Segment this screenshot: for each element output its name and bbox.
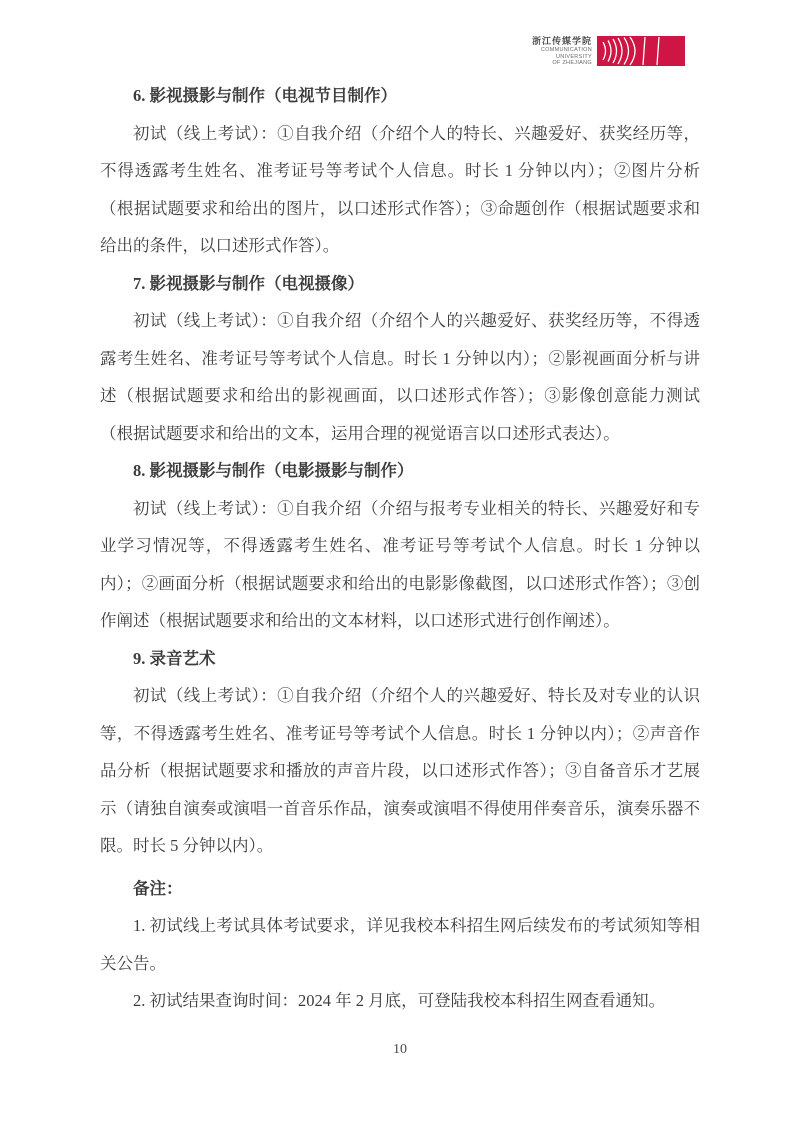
university-english-name-line3: OF ZHEJIANG [552, 60, 592, 66]
page-number: 10 [393, 1042, 407, 1057]
note-item-1: 1. 初试线上考试具体考试要求，详见我校本科招生网后续发布的考试须知等相关公告。 [100, 916, 700, 973]
section-9 [100, 640, 700, 865]
section-paragraph: 初试（线上考试）：①自我介绍（介绍个人的兴趣爱好、特长及对专业的认识等，不得透露考生姓名、准考证号等考试个人信息。时长 1 分钟以内）；②声音作品分析（根据试题要求和播放的声音片段，以口述形式作答）；③自备音乐才艺展示（请独自演奏或演唱一首音乐作品，演奏或演唱不得使用伴奏音乐，演奏乐器不限。时长 5 分钟以内）。 [100, 686, 700, 855]
notes-heading: 备注： [133, 878, 183, 898]
university-english-name-line2: UNIVERSITY [555, 53, 592, 60]
note-item-2: 2. 初试结果查询时间：2024 年 2 月底，可登陆我校本科招生网查看通知。 [133, 991, 666, 1010]
section-heading: 7. 影视摄影与制作（电视摄像） [133, 273, 364, 293]
section-paragraph: 初试（线上考试）：①自我介绍（介绍个人的特长、兴趣爱好、获奖经历等，不得透露考生姓名、准考证号等考试个人信息。时长 1 分钟以内）；②图片分析（根据试题要求和给出的图片，以口述形式作答）；③命题创作（根据试题要求和给出的条件，以口述形式作答）。 [100, 123, 700, 255]
section-heading: 6. 影视摄影与制作（电视节目制作） [133, 86, 397, 105]
section-heading: 8. 影视摄影与制作（电影摄影与制作） [133, 461, 414, 480]
document-body [100, 77, 700, 1020]
section-paragraph: 初试（线上考试）：①自我介绍（介绍个人的兴趣爱好、获奖经历等，不得透露考生姓名、准考证号等考试个人信息。时长 1 分钟以内）；②影视画面分析与讲述（根据试题要求和给出的影视画面，以口述形式作答）；③影像创意能力测试（根据试题要求和给出的文本，运用合理的视觉语言以口述形式表达）。 [100, 311, 700, 443]
section-paragraph: 初试（线上考试）：①自我介绍（介绍与报考专业相关的特长、兴趣爱好和专业学习情况等，不得透露考生姓名、准考证号等考试个人信息。时长 1 分钟以内）；②画面分析（根据试题要求和给出的电影影像截图，以口述形式作答）；③创作阐述（根据试题要求和给出的文本材料，以口述形式进行创作阐述）。 [100, 498, 700, 630]
notes-section [100, 870, 700, 1020]
university-logo-text [532, 36, 592, 67]
section-7 [100, 265, 700, 453]
page-footer [0, 1042, 800, 1058]
section-8 [100, 452, 700, 640]
section-6 [100, 77, 700, 265]
university-logo-mark-icon [597, 36, 685, 66]
university-english-name-line1: COMMUNICATION [540, 47, 592, 53]
university-logo [532, 36, 685, 67]
section-heading: 9. 录音艺术 [133, 648, 216, 668]
university-chinese-name: 浙江传媒学院 [531, 36, 592, 46]
